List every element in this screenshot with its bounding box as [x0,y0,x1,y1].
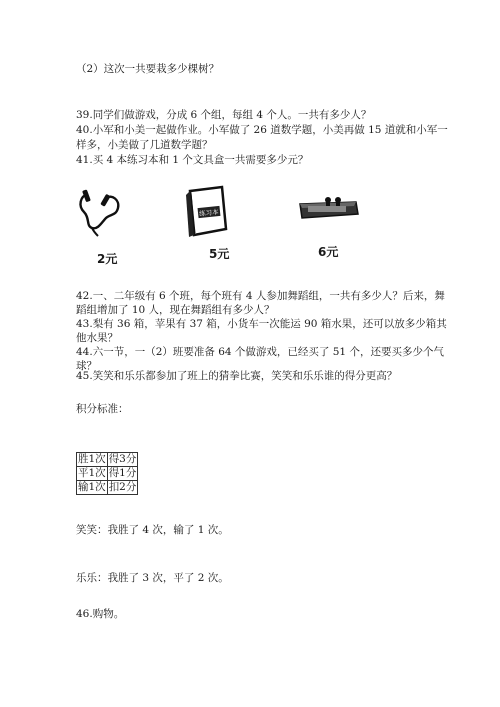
question-44-line-2: 球？ [76,360,97,372]
xiaoxiao-result: 笑笑：我胜了 4 次，输了 1 次。 [76,524,229,536]
lele-result: 乐乐：我胜了 3 次，平了 2 次。 [76,572,229,584]
question-40-line-1: 40.小军和小美一起做作业。小军做了 26 道数学题，小美再做 15 道就和小军一 [76,124,448,136]
table-row [77,481,138,495]
pencil-case-icon [296,194,360,222]
question-43-line-1: 43.梨有 36 箱，苹果有 37 箱，小货车一次能运 90 箱水果，还可以放多少箱其 [76,318,447,330]
jump-rope-icon [76,188,124,238]
question-45: 45.笑笑和乐乐都参加了班上的猜拳比赛，笑笑和乐乐谁的得分更高？ [76,370,398,382]
table-row [77,453,138,467]
pencil-case-price: 6元 [318,245,339,259]
question-42-line-1: 42.一、二年级有 6 个班，每个班有 4 人参加舞蹈组，一共有多少人？后来，舞 [76,290,445,302]
notebook-icon [184,185,232,239]
question-39: 39.同学们做游戏，分成 6 个组，每组 4 个人。一共有多少人？ [76,109,372,121]
question-38-part-2: （2）这次一共要栽多少棵树？ [76,63,220,75]
score-standard-title: 积分标准： [76,403,129,415]
score-table [76,452,138,495]
table-cell: 得1分 [108,467,137,479]
table-cell: 得3分 [108,453,137,465]
question-40-line-2: 样多，小美做了几道数学题？ [76,139,213,151]
question-46: 46.购物。 [76,608,125,620]
jump-rope-price: 2元 [97,252,118,266]
table-row [77,467,138,481]
question-42-line-2: 蹈组增加了 10 人，现在舞蹈组有多少人？ [76,304,275,316]
table-cell: 平1次 [78,467,106,479]
table-cell: 扣2分 [108,481,137,493]
question-43-line-2: 他水果？ [76,332,118,344]
question-41: 41.买 4 本练习本和 1 个文具盒一共需要多少元？ [76,154,309,166]
notebook-price: 5元 [209,247,230,261]
table-cell: 胜1次 [78,453,106,465]
notebook-cover-label: 练习本 [198,208,219,219]
table-cell: 输1次 [78,481,106,493]
question-44-line-1: 44.六一节，一（2）班要准备 64 个做游戏，已经买了 51 个，还要买多少个气 [76,346,444,358]
